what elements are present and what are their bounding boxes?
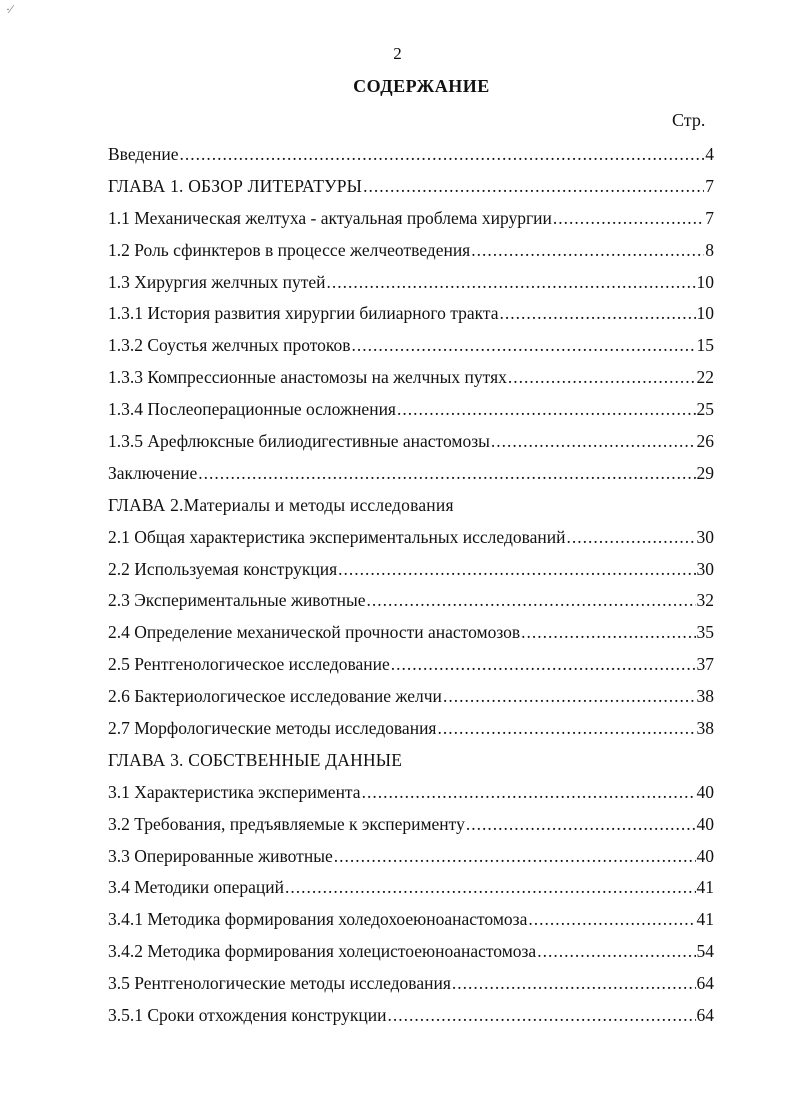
toc-entry-page: 32: [696, 590, 714, 611]
toc-entry-page: 10: [696, 271, 714, 292]
toc-entry-page: 7: [705, 175, 714, 196]
dot-leader: [362, 777, 696, 809]
toc-entry: [108, 394, 714, 426]
toc-entry-label: 3.4.2 Методика формирования холецистоеюноанастомоза: [108, 941, 537, 962]
toc-entry: [108, 617, 714, 649]
dot-leader: [567, 522, 696, 554]
toc-entry: [108, 139, 714, 171]
dot-leader: [363, 171, 704, 203]
toc-entry: [108, 968, 714, 1000]
toc-entry-label: 3.4.1 Методика формирования холедохоеюноанастомоза: [108, 909, 528, 930]
toc-entry-label: 1.3.3 Компрессионные анастомозы на желчных путях: [108, 367, 507, 388]
toc-entry-page: 22: [696, 367, 714, 388]
toc-entry-page: 64: [696, 973, 714, 994]
toc-entry: [108, 936, 714, 968]
toc-entry: [108, 203, 714, 235]
toc-entry: [108, 362, 714, 394]
dot-leader: [437, 713, 695, 745]
toc-entry-page: 40: [696, 813, 714, 834]
scan-mark: ·∕: [6, 2, 12, 16]
toc-entry-page: 15: [696, 335, 714, 356]
page-column-label: Стр.: [672, 110, 706, 130]
toc-chapter-heading: [108, 171, 714, 203]
toc-entry-page: 37: [696, 654, 714, 675]
toc-entry-label: 1.3.1 История развития хирургии билиарного тракта: [108, 303, 499, 324]
toc-entry-page: 26: [696, 431, 714, 452]
toc-entry-page: 35: [696, 622, 714, 643]
dot-leader: [452, 968, 696, 1000]
toc-entry-label: 3.3 Оперированные животные: [108, 845, 333, 866]
dot-leader: [500, 298, 696, 330]
toc-entry-label: 3.5.1 Сроки отхождения конструкции: [108, 1005, 387, 1026]
toc-entry: [108, 585, 714, 617]
toc-entry-label: 2.3 Экспериментальные животные: [108, 590, 366, 611]
dot-leader: [553, 203, 704, 235]
toc-entry: [108, 298, 714, 330]
toc-entry-page: 38: [696, 718, 714, 739]
toc-entry-label: ГЛАВА 2.Материалы и методы исследования: [108, 494, 454, 515]
toc-entry-page: 30: [696, 526, 714, 547]
toc-entry-page: 64: [696, 1005, 714, 1026]
dot-leader: [180, 139, 705, 171]
toc-entry: [108, 777, 714, 809]
toc-entry-label: 1.3.4 Послеоперационные осложнения: [108, 399, 396, 420]
toc-entry-page: 8: [705, 239, 714, 260]
toc-entry-page: 41: [696, 877, 714, 898]
toc-entry: [108, 681, 714, 713]
toc-entry-page: 54: [696, 941, 714, 962]
toc-entry-label: 3.2 Требования, предъявляемые к эксперименту: [108, 813, 465, 834]
dot-leader: [334, 841, 696, 873]
toc-entry: [108, 235, 714, 267]
toc-entry: [108, 330, 714, 362]
toc-entry-page: 4: [705, 144, 714, 164]
toc-entry-label: 3.1 Характеристика эксперимента: [108, 781, 361, 802]
toc-chapter-heading: [108, 745, 714, 777]
toc-chapter-heading: [108, 490, 714, 522]
dot-leader: [388, 1000, 696, 1032]
toc-entry: [108, 809, 714, 841]
toc-entry: [108, 458, 714, 490]
dot-leader: [491, 426, 696, 458]
toc-entry-label: 2.4 Определение механической прочности анастомозов: [108, 622, 521, 643]
dot-leader: [537, 936, 695, 968]
toc-entry-page: 10: [696, 303, 714, 324]
toc-entry-label: ГЛАВА 3. СОБСТВЕННЫЕ ДАННЫЕ: [108, 749, 403, 770]
dot-leader: [471, 235, 704, 267]
dot-leader: [521, 617, 695, 649]
toc-entry: [108, 554, 714, 586]
dot-leader: [327, 267, 696, 299]
page-title: СОДЕРЖАНИЕ: [353, 76, 490, 96]
toc-entry: [108, 904, 714, 936]
dot-leader: [443, 681, 696, 713]
dot-leader: [508, 362, 696, 394]
toc-entry-label: 1.3 Хирургия желчных путей: [108, 271, 326, 292]
toc-entry-label: 3.4 Методики операций: [108, 877, 285, 898]
toc-entry: [108, 1000, 714, 1032]
toc-entry: [108, 267, 714, 299]
toc-entry-page: 25: [696, 399, 714, 420]
toc-entry: [108, 841, 714, 873]
dot-leader: [352, 330, 696, 362]
toc-entry-label: Заключение: [108, 462, 198, 483]
table-of-contents: [108, 139, 714, 1032]
dot-leader: [338, 554, 695, 586]
toc-entry-label: 2.7 Морфологические методы исследования: [108, 718, 437, 739]
toc-entry-page: 7: [705, 207, 714, 228]
toc-entry: [108, 522, 714, 554]
toc-entry-label: 1.2 Роль сфинктеров в процессе желчеотведения: [108, 239, 471, 260]
toc-entry-page: 40: [696, 781, 714, 802]
toc-entry-label: 1.3.5 Арефлюксные билиодигестивные анастомозы: [108, 431, 490, 452]
toc-entry-page: 29: [696, 462, 714, 483]
dot-leader: [466, 809, 696, 841]
dot-leader: [198, 458, 695, 490]
toc-entry-label: 1.1 Механическая желтуха - актуальная проблема хирургии: [108, 207, 552, 228]
toc-entry: [108, 426, 714, 458]
toc-entry-label: ГЛАВА 1. ОБЗОР ЛИТЕРАТУРЫ: [108, 175, 363, 196]
dot-leader: [285, 872, 695, 904]
toc-entry-label: 2.2 Используемая конструкция: [108, 558, 338, 579]
toc-entry: [108, 872, 714, 904]
toc-entry-page: 41: [696, 909, 714, 930]
toc-entry-label: 2.5 Рентгенологическое исследование: [108, 654, 390, 675]
toc-entry-label: 2.6 Бактериологическое исследование желчи: [108, 686, 442, 707]
dot-leader: [367, 585, 696, 617]
dot-leader: [391, 649, 696, 681]
toc-entry-page: 40: [696, 845, 714, 866]
toc-entry-label: Введение: [108, 144, 179, 164]
toc-entry-label: 1.3.2 Соустья желчных протоков: [108, 335, 351, 356]
page-number: 2: [393, 44, 402, 63]
toc-entry-label: 2.1 Общая характеристика экспериментальных исследований: [108, 526, 566, 547]
toc-entry-label: 3.5 Рентгенологические методы исследования: [108, 973, 451, 994]
toc-entry-page: 30: [696, 558, 714, 579]
dot-leader: [528, 904, 695, 936]
dot-leader: [397, 394, 696, 426]
toc-entry-page: 38: [696, 686, 714, 707]
toc-entry: [108, 649, 714, 681]
toc-entry: [108, 713, 714, 745]
